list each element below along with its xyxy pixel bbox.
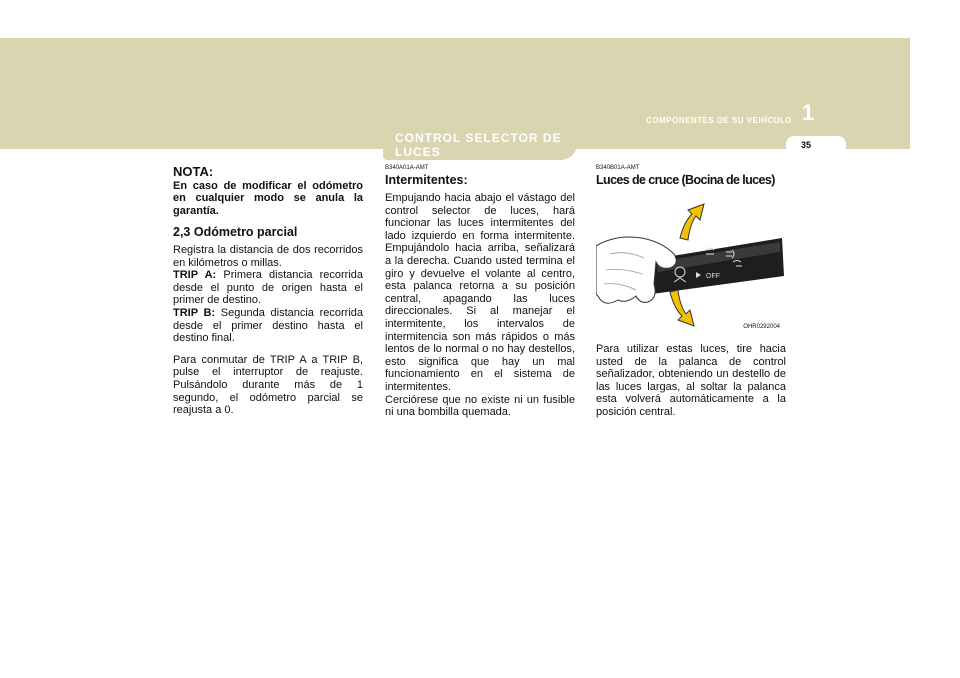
nota-title: NOTA: bbox=[173, 164, 214, 179]
side-strip bbox=[910, 38, 960, 658]
trip-a-label: TRIP A: bbox=[173, 269, 217, 282]
trip-b-label: TRIP B: bbox=[173, 306, 216, 319]
figure-code: OHR0292004 bbox=[743, 324, 780, 331]
page-number: 35 bbox=[800, 140, 811, 150]
trip-b-text: Segunda distancia recorrida desde el primer destino hasta el destino final. bbox=[173, 306, 363, 345]
trip-a-text: Primera distancia recorrida desde el punto de origen hasta el primer de destino. bbox=[173, 269, 363, 307]
section-code: B340B01A-AMT bbox=[596, 165, 640, 171]
lever-illustration bbox=[596, 192, 784, 337]
odometer-subheading: 2,3 Odómetro parcial bbox=[173, 225, 298, 240]
odometer-description: Registra la distancia de dos recorridos en kilómetros o millas. bbox=[173, 243, 363, 269]
flash-to-pass-heading: Luces de cruce (Bocina de luces) bbox=[596, 173, 775, 187]
turn-signals-heading: Intermitentes: bbox=[385, 173, 468, 187]
trip-a-paragraph bbox=[173, 269, 363, 307]
column-right bbox=[596, 164, 786, 419]
chapter-title: COMPONENTES DE SU VEHÍCULO bbox=[646, 116, 792, 125]
arrow-down-icon bbox=[670, 290, 694, 326]
fuse-check-paragraph: Cerciórese que no existe ni un fusible ni una bombilla quemada. bbox=[385, 393, 575, 419]
arrow-up-icon bbox=[680, 204, 704, 240]
section-code: B340A01A-AMT bbox=[385, 165, 429, 171]
turn-signals-paragraph: Empujando hacia abajo el vástago del control selector de luces, hará funcionar las luces intermitentes del lado izquierdo en forma intermitente. Empujándolo hacia arriba, señalizará a la derecha. Cuando usted termina el giro y devuelve el volante al centro, esta palanca retorna a su posición central, apagando las luces direccionales. Si al manejar el intermitente, los intervalos de intermitencia son más rápidos o más lentos de lo normal o no hay destellos, esto significa que hay un mal funcionamiento en el sistema de intermitentes. bbox=[385, 192, 575, 393]
lever-off-label: OFF bbox=[706, 273, 720, 280]
trip-reset-paragraph: Para conmutar de TRIP A a TRIP B, pulse el interruptor de reajuste. Pulsándolo durante más de 1 segundo, el odómetro parcial se reajusta a 0. bbox=[173, 353, 363, 417]
chapter-number: 1 bbox=[801, 100, 815, 125]
section-banner-title: CONTROL SELECTOR DE LUCES bbox=[395, 131, 562, 159]
nota-text: En caso de modificar el odómetro en cualquier modo se anula la garantía. bbox=[173, 179, 363, 217]
flash-to-pass-paragraph: Para utilizar estas luces, tire hacia usted de la palanca de control señalizador, obteniendo un destello de las luces largas, al soltar la palanca esta volverá automáticamente a la posición central. bbox=[596, 343, 786, 418]
lever-illustration-svg bbox=[596, 192, 784, 337]
trip-b-paragraph bbox=[173, 307, 363, 345]
column-left bbox=[173, 166, 363, 417]
column-middle bbox=[385, 164, 575, 419]
